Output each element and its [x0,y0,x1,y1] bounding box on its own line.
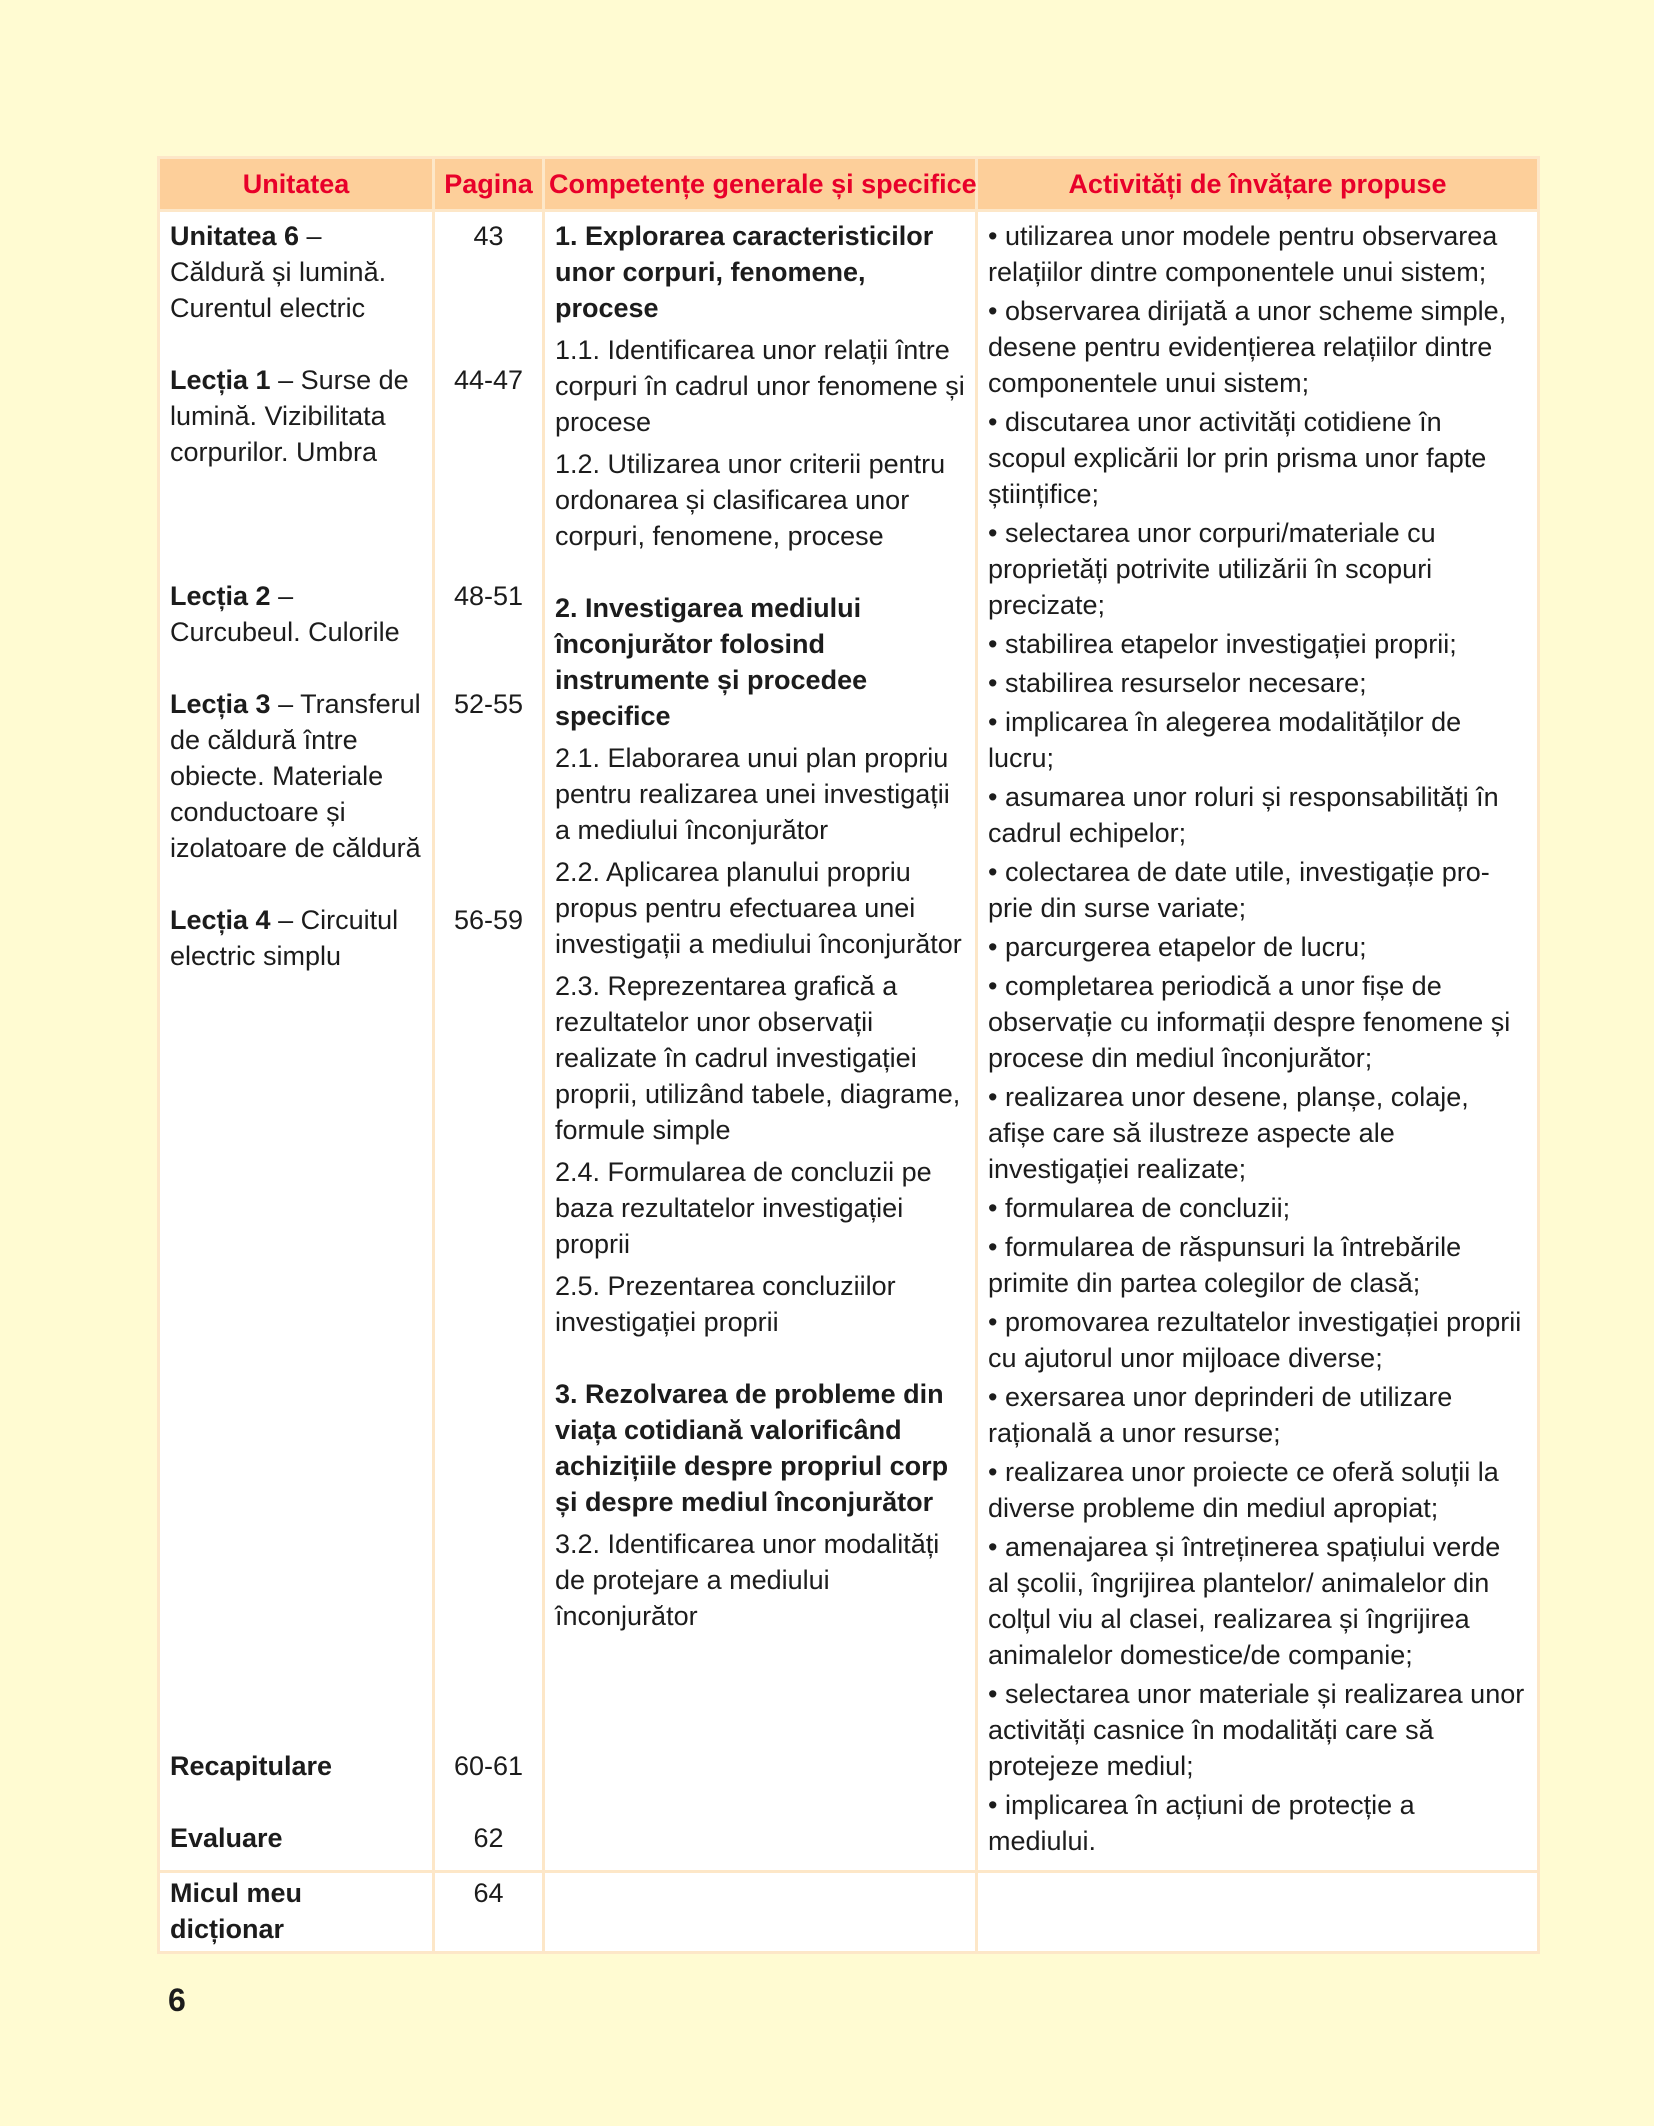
competence-1-1: 1.1. Identificarea unor relații între corpuri în cadrul unor fenomene și procese [555,335,965,437]
competence-3-title: 3. Rezolvarea de probleme din viața cotidiană valorificând achizițiile despre propriul corp și despre mediul înconjurător [555,1379,949,1517]
activity-item: • stabilirea etapelor investigației proprii; [988,629,1457,659]
competences-cell [544,211,977,1872]
competence-2-1: 2.1. Elaborarea unui plan propriu pentru realizarea unei investigații a mediului înconjurător [555,743,950,845]
activity-item: • completarea periodică a unor fișe de observație cu informații despre fenomene și procese din mediul înconjurător; [988,971,1511,1073]
lesson2-text: – Curcubeul. Culorile [170,581,400,647]
activity-item: • formularea de răspunsuri la întrebările primite din partea colegilor de clasă; [988,1232,1462,1298]
dictionary-page: 64 [434,1872,544,1953]
lesson1-entry [170,362,422,578]
lesson3-page: 52-55 [453,689,524,719]
activity-item: • selectarea unor materiale și realizarea unor activități casnice în modalități care să protejeze mediul; [988,1679,1525,1781]
activity-item: • utilizarea unor modele pentru observarea relațiilor dintre componentele unui sistem; [988,221,1498,287]
page-number: 6 [168,1982,186,2018]
activities-list [988,218,1527,1859]
competence-2-2: 2.2. Aplicarea planului propriu propus pentru efectuarea unei investigații a mediului înconjurător [555,857,962,959]
activity-item: • amenajarea și întreținerea spațiului verde al școlii, îngrijirea plantelor/ animalelor din colțul viu al clasei, realizarea și îngrijirea animalelor domestice/de companie; [988,1532,1501,1670]
activity-item: • asumarea unor roluri și responsabilități în cadrul echipelor; [988,782,1499,848]
activity-item: • stabilirea resurselor necesare; [988,668,1367,698]
activity-item: • promovarea rezultatelor investigației proprii cu ajutorul unor mijloace diverse; [988,1307,1522,1373]
competence-2-5: 2.5. Prezentarea concluziilor investigației proprii [555,1271,896,1337]
activity-item: • exersarea unor deprinderi de utilizare rațională a unor resurse; [988,1382,1453,1448]
activity-item: • implicarea în alegerea modalităților de lucru; [988,707,1462,773]
lesson1-page: 44-47 [453,365,524,395]
lesson1-title: Lecția 1 [170,365,271,395]
lesson1-text: – Surse de lumină. Vizibilitata corpurilor. Umbra [170,365,409,467]
table-row-main [159,211,1539,1872]
dictionary-activities-empty [977,1872,1539,1953]
lesson4-entry [170,902,422,1748]
lesson3-entry [170,686,422,902]
lesson3-text: – Transferul de căldură între obiecte. Materiale conductoare și izolatoare de căldură [170,689,421,863]
lesson4-title: Lecția 4 [170,905,271,935]
competence-2-4: 2.4. Formularea de concluzii pe baza rezultatelor investigației proprii [555,1157,932,1259]
competence-1-2: 1.2. Utilizarea unor criterii pentru ordonarea și clasificarea unor corpuri, fenomene, procese [555,449,946,551]
curriculum-table [157,156,1540,1954]
recap-page: 60-61 [453,1751,524,1781]
activity-item: • colectarea de date utile, investigație pro-prie din surse variate; [988,857,1490,923]
pages-cell [434,211,544,1872]
activity-item: • realizarea unor proiecte ce oferă soluții la diverse probleme din mediul apropiat; [988,1457,1499,1523]
unit6-entry [170,218,422,362]
activity-item: • selectarea unor corpuri/materiale cu proprietăți potrivite utilizării în scopuri precizate; [988,518,1436,620]
lesson4-page: 56-59 [453,905,524,935]
unit6-title: Unitatea 6 [170,221,300,251]
recap-label: Recapitulare [170,1751,333,1781]
activity-item: • parcurgerea etapelor de lucru; [988,932,1367,962]
activity-item: • implicarea în acțiuni de protecție a mediului. [988,1790,1415,1856]
activity-item: • realizarea unor desene, planșe, colaje, afișe care să ilustreze aspecte ale investigației realizate; [988,1082,1469,1184]
lesson2-page: 48-51 [453,581,524,611]
lesson3-title: Lecția 3 [170,689,271,719]
activity-item: • formularea de concluzii; [988,1193,1291,1223]
table-header-row [159,158,1539,211]
competence-2-title: 2. Investigarea mediului înconjurător folosind instrumente și procedee specifice [555,593,868,731]
lesson2-entry [170,578,422,686]
eval-page: 62 [473,1823,504,1853]
header-competences: Competențe generale și specifice [544,158,977,211]
header-page: Pagina [434,158,544,211]
lesson4-text: – Circuitul electric simplu [170,905,399,971]
dictionary-label: Micul meu dicționar [159,1872,434,1953]
units-cell [159,211,434,1872]
lesson2-title: Lecția 2 [170,581,271,611]
eval-label: Evaluare [170,1823,283,1853]
table-row-dictionary [159,1872,1539,1953]
unit6-page: 43 [473,221,504,251]
header-unit: Unitatea [159,158,434,211]
competence-2-3: 2.3. Reprezentarea grafică a rezultatelor unor observații realizate în cadrul investigației proprii, utilizând tabele, diagrame, formule simple [555,971,961,1145]
competence-3-2: 3.2. Identificarea unor modalități de protejare a mediului înconjurător [555,1529,940,1631]
competence-1-title: 1. Explorarea caracteristicilor unor corpuri, fenomene, procese [555,221,934,323]
activity-item: • discutarea unor activități cotidiene în scopul explicării lor prin prisma unor fapte științifice; [988,407,1487,509]
unit6-text: – Căldură și lumină. Curentul electric [170,221,387,323]
activities-cell [977,211,1539,1872]
header-activities: Activități de învățare propuse [977,158,1539,211]
activity-item: • observarea dirijată a unor scheme simple, desene pentru evidențierea relațiilor dintre componentele unui sistem; [988,296,1507,398]
dictionary-competences-empty [544,1872,977,1953]
